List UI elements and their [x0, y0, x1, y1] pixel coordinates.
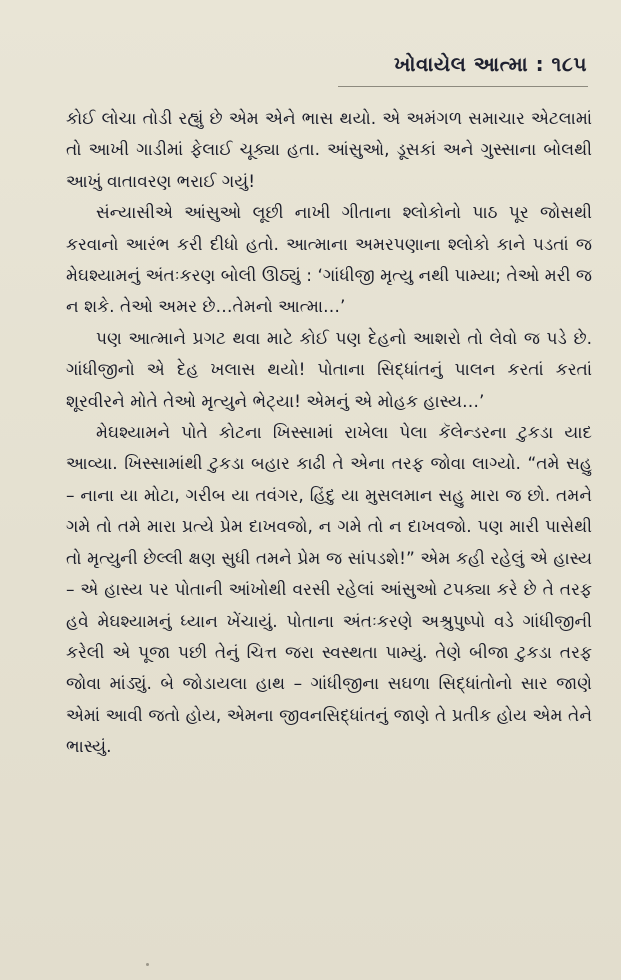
header-rule	[338, 86, 588, 87]
body-text	[66, 104, 592, 764]
running-head: ખોવાયેલ આત્મા : ૧૮૫	[394, 52, 587, 76]
paragraph-1: કોઈ લોચા તોડી રહ્યું છે એમ એને ભાસ થયો. એ અમંગળ સમાચાર એટલામાં તો આખી ગાડીમાં ફેલાઈ ચૂક્યા હતા. આંસુઓ, ડૂસકાં અને ગુસ્સાના બોલથી આખું વાતાવરણ ભરાઈ ગયું!	[66, 109, 592, 192]
paper-speck	[146, 963, 149, 966]
paragraph-3: પણ આત્માને પ્રગટ થવા માટે કોઈ પણ દેહનો આશરો તો લેવો જ પડે છે. ગાંધીજીનો એ દેહ ખલાસ થયો! પોતાના સિદ્ધાંતનું પાલન કરતાં કરતાં શૂરવીરને મોતે તેઓ મૃત્યુને ભેટ્યા! એમનું એ મોહક હાસ્ય…’	[66, 328, 592, 412]
paragraph-2: સંન્યાસીએ આંસુઓ લૂછી નાખી ગીતાના શ્લોકોનો પાઠ પૂર જોસથી કરવાનો આરંભ કરી દીધો હતો. આત્માના અમરપણાના શ્લોકો કાને પડતાં જ મેઘશ્યામનું અંતઃકરણ બોલી ઊઠ્યું : ‘ગાંધીજી મૃત્યુ નથી પામ્યા; તેઓ મરી જ ન શકે. તેઓ અમર છે…તેમનો આત્મા…’	[66, 203, 592, 318]
paragraph-4: મેઘશ્યામને પોતે કોટના ખિસ્સામાં રાખેલા પેલા કૅલેન્ડરના ટુકડા યાદ આવ્યા. ખિસ્સામાંથી ટુકડા બહાર કાઢી તે એના તરફ જોવા લાગ્યો. “તમે સહુ – નાના યા મોટા, ગરીબ યા તવંગર, હિંદુ યા મુસલમાન સહુ મારા જ છો. તમને ગમે તો તમે મારા પ્રત્યે પ્રેમ દાખવજો, ન ગમે તો ન દાખવજો. પણ મારી પાસેથી તો મૃત્યુની છેલ્લી ક્ષણ સુધી તમને પ્રેમ જ સાંપડશે!” એમ કહી રહેલું એ હાસ્ય – એ હાસ્ય પર પોતાની આંખોથી વરસી રહેલાં આંસુઓ ટપક્યા કરે છે તે તરફ હવે મેઘશ્યામનું ધ્યાન ખેંચાયું. પોતાના અંતઃકરણે અશ્રુપુષ્પો વડે ગાંધીજીની કરેલી એ પૂજા પછી તેનું ચિત્ત જરા સ્વસ્થતા પામ્યું. તેણે બીજા ટુકડા તરફ જોવા માંડ્યું. બે જોડાયલા હાથ – ગાંધીજીના સઘળા સિદ્ધાંતોનો સાર જાણે એમાં આવી જતો હોય, એમના જીવનસિદ્ધાંતનું જાણે તે પ્રતીક હોય એમ તેને ભાસ્યું.	[66, 423, 592, 758]
